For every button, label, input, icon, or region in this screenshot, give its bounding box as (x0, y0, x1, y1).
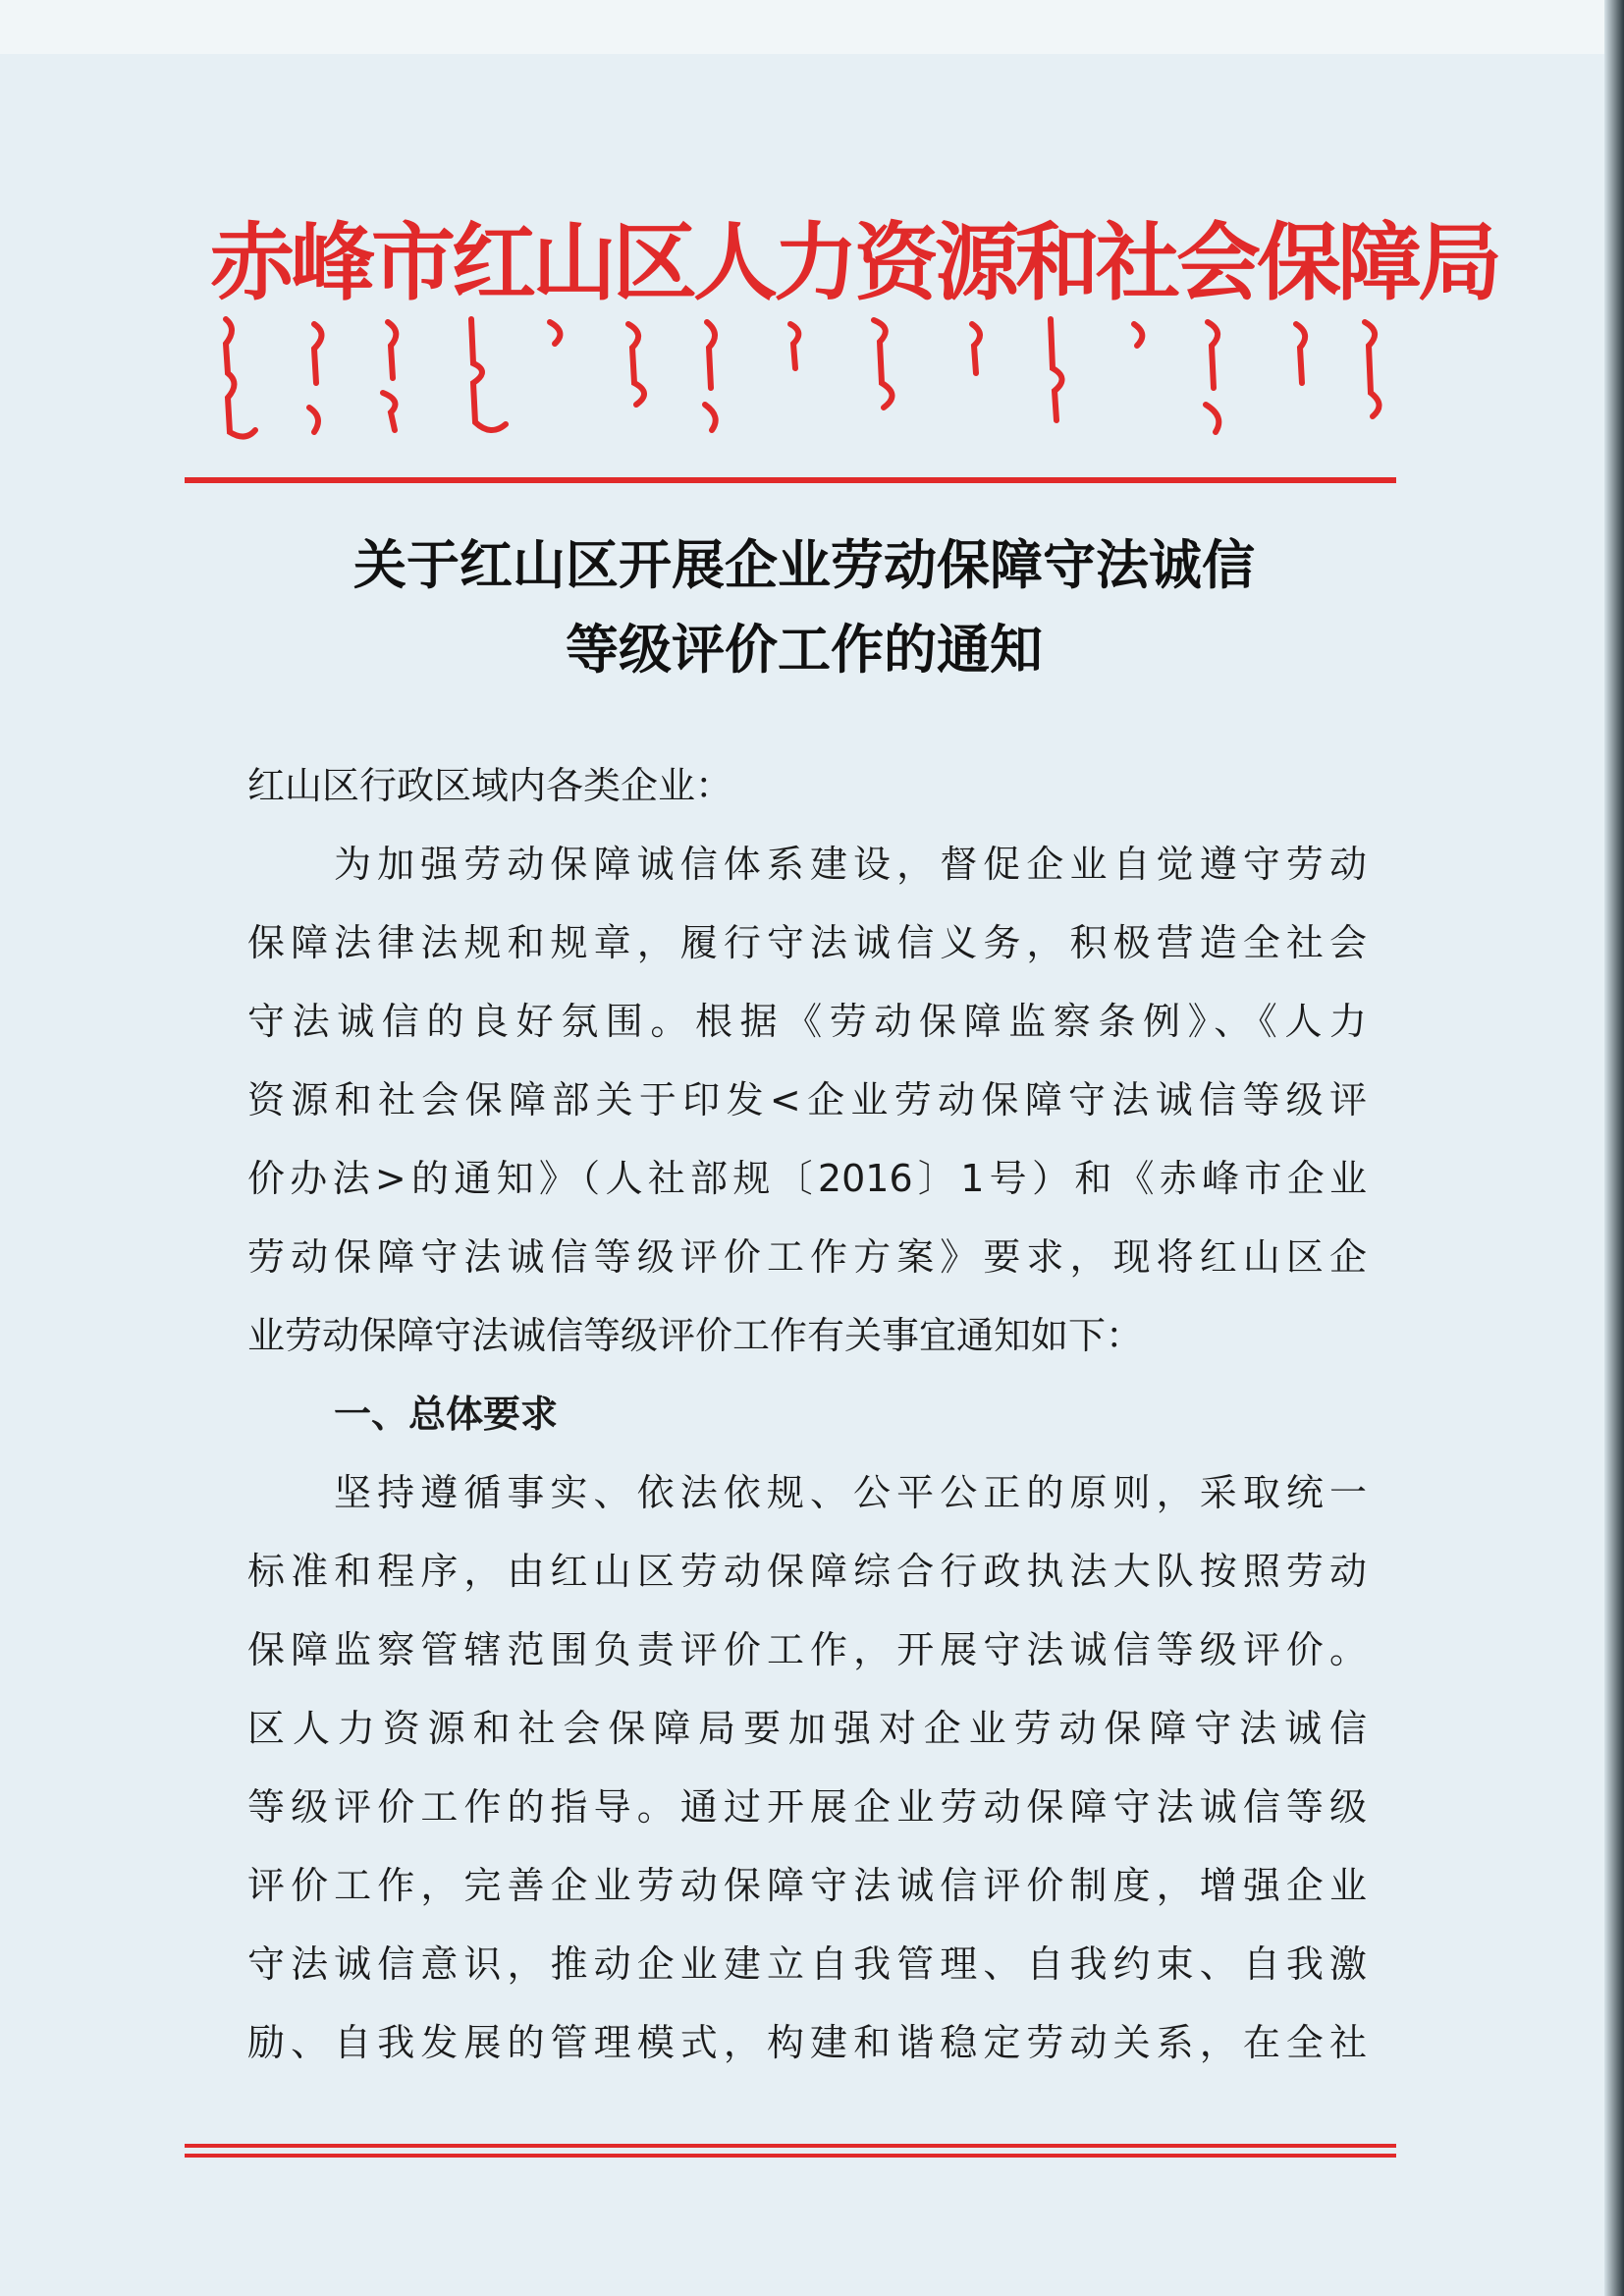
paragraph-line: 劳动保障守法诚信等级评价工作方案》要求，现将红山区企 (247, 1235, 1367, 1279)
paragraph-line: 标准和程序，由红山区劳动保障综合行政执法大队按照劳动 (247, 1550, 1367, 1593)
paragraph-line: 价办法>的通知》（人社部规〔2016〕1号）和《赤峰市企业 (247, 1157, 1367, 1200)
section-heading: 一、总体要求 (334, 1393, 559, 1436)
letterhead-organization-title: 赤峰市红山区人力资源和社会保障局 (210, 213, 1498, 312)
scan-right-edge (1604, 0, 1624, 2296)
paragraph-line: 评价工作，完善企业劳动保障守法诚信评价制度，增强企业 (247, 1864, 1367, 1907)
footer-red-rule-upper (185, 2144, 1396, 2148)
paragraph-line: 励、自我发展的管理模式，构建和谐稳定劳动关系，在全社 (247, 2021, 1367, 2064)
document-title-line-2: 等级评价工作的通知 (566, 618, 1043, 681)
paragraph-line: 坚持遵循事实、依法依规、公平公正的原则，采取统一 (334, 1471, 1367, 1514)
letterhead-red-rule (185, 477, 1396, 483)
salutation: 红山区行政区域内各类企业： (247, 764, 733, 807)
paragraph-line: 区人力资源和社会保障局要加强对企业劳动保障守法诚信 (247, 1707, 1367, 1750)
scan-top-band (0, 0, 1624, 54)
document-title (210, 522, 1398, 691)
paragraph-line: 业劳动保障守法诚信等级评价工作有关事宜通知如下： (247, 1314, 1144, 1357)
document-body (247, 746, 1367, 2082)
paragraph-line: 守法诚信意识，推动企业建立自我管理、自我约束、自我激 (247, 1942, 1367, 1986)
paragraph-line: 保障法律法规和规章，履行守法诚信义务，积极营造全社会 (247, 921, 1367, 964)
footer-red-rule-lower (185, 2154, 1396, 2158)
mongolian-script-letterhead (216, 314, 1394, 452)
paragraph-line: 为加强劳动保障诚信体系建设，督促企业自觉遵守劳动 (334, 843, 1367, 886)
paragraph-line: 资源和社会保障部关于印发<企业劳动保障守法诚信等级评 (247, 1078, 1367, 1121)
paragraph-line: 守法诚信的良好氛围。根据《劳动保障监察条例》、《人力 (247, 1000, 1367, 1043)
document-title-line-1: 关于红山区开展企业劳动保障守法诚信 (353, 533, 1255, 596)
paragraph-line: 保障监察管辖范围负责评价工作，开展守法诚信等级评价。 (247, 1628, 1367, 1671)
paragraph-line: 等级评价工作的指导。通过开展企业劳动保障守法诚信等级 (247, 1785, 1367, 1829)
